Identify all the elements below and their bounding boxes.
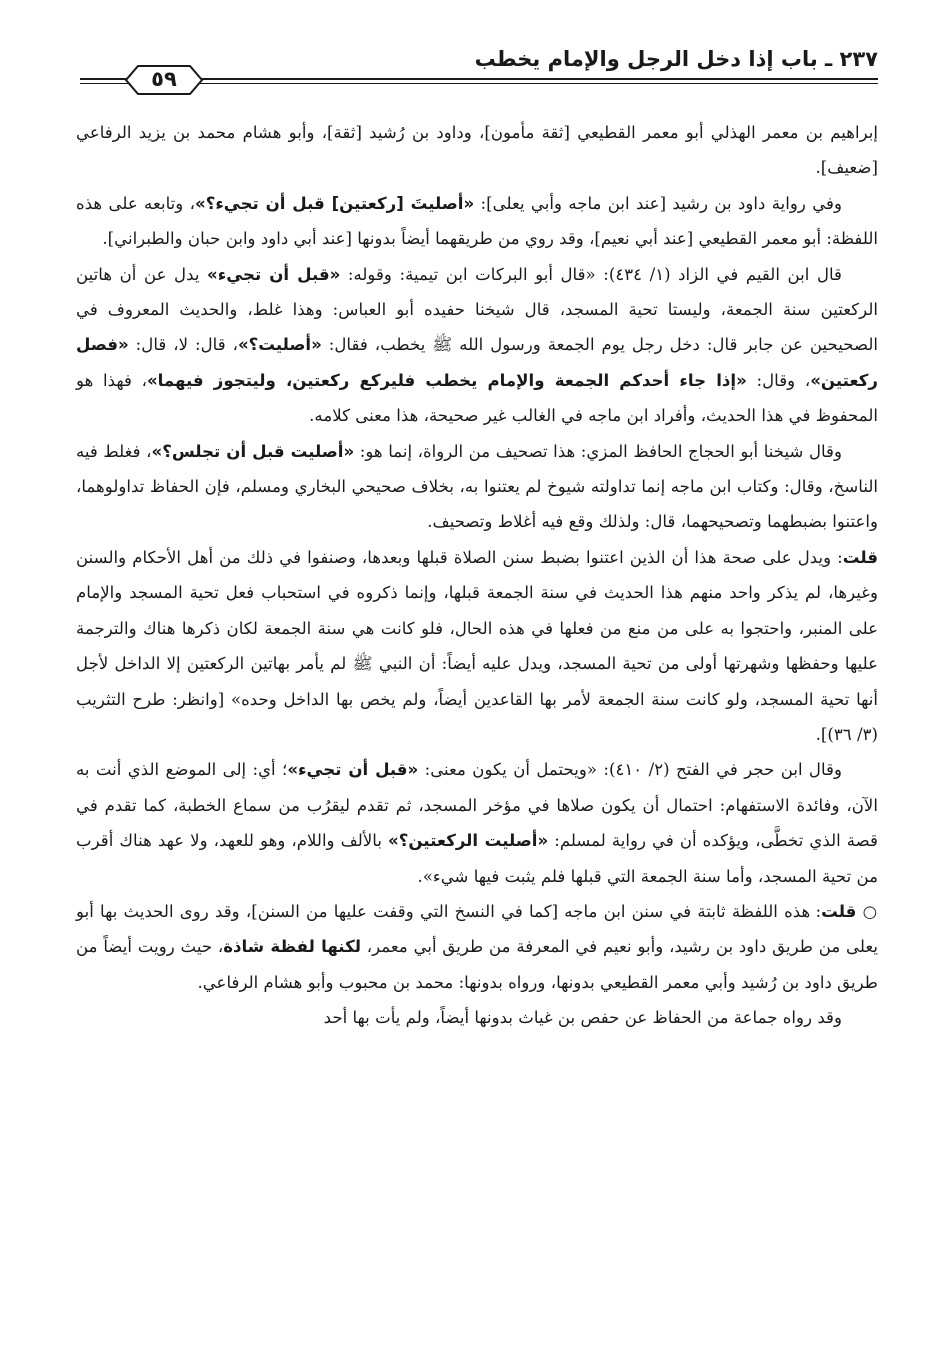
page-number-badge (116, 62, 212, 98)
emphasized-text: «أصليت؟» (237, 335, 322, 355)
text-run: ، قال: لا، قال: (128, 335, 238, 355)
text-run: : هذه اللفظة ثابتة في سنن ابن ماجه [كما في النسخ التي وقفت عليها من السنن]، وقد روى الحديث بها أبو يعلى من طريق داود بن رشيد، وأبو نعيم في المعرفة من طريق أبي معمر، (76, 901, 878, 957)
paragraph (76, 434, 878, 540)
paragraph (76, 257, 878, 434)
text-run: بالألف واللام، وهو للعهد، ولا عهد هناك أقرب من تحية المسجد، وأما سنة الجمعة التي قبلها فلم يثبت فيها شيء». (76, 831, 878, 886)
text-run: ؛ أي: إلى الموضع الذي أنت به الآن، وفائدة الاستفهام: احتمال أن يكون صلاها في مؤخر المسجد، ثم تقدم ليقرُب من سماع الخطبة، كما تقدم في قصة الذي تخطَّى، ويؤكده أن في رواية لمسلم: (76, 760, 878, 851)
emphasized-text: «إذا جاء أحدكم الجمعة والإمام يخطب فليركع ركعتين، وليتجوز فيهما» (146, 370, 747, 390)
text-run: ، فغلط فيه الناسخ، وقال: وكتاب ابن ماجه إنما تداولته شيوخ لم يعتنوا به، بخلاف صحيحي البخاري ومسلم، فإن الحفاظ تداولوهما، واعتنوا بضبطهما وتصحيحهما، قال: ولذلك وقع فيه أغلاط وتصحيف. (76, 441, 878, 532)
emphasized-text: قلت (842, 547, 878, 567)
emphasized-text: «قبل أن تجيء» (287, 760, 419, 780)
text-run: يدل عن أن هاتين الركعتين سنة الجمعة، وليستا تحية المسجد، قال شيخنا حفيده أبو العباس: وهذا غلط، والحديث المعروف في الصحيحين عن جابر قال: دخل رجل يوم الجمعة ورسول الله ﷺ يخطب، فقال: (76, 264, 879, 355)
emphasized-text: قلت (821, 901, 857, 921)
page-header (80, 44, 878, 102)
text-run: وقال شيخنا أبو الحجاج الحافظ المزي: هذا تصحيف من الرواة، إنما هو: (354, 441, 842, 461)
text-run: وفي رواية داود بن رشيد [عند ابن ماجه وأبي يعلى]: (474, 193, 842, 213)
text-run: : ويدل على صحة هذا أن الذين اعتنوا بضبط سنن الصلاة قبلها وبعدها، وصنفوا في ذلك من أهل الأحكام والسنن وغيرها، لم يذكر واحد منهم هذا الحديث في سنة الجمعة قبلها، وإنما ذكروه في استحباب فعل تحية المسجد والإمام على المنبر، واحتجوا به على من منع من فعلها في هذه الحال، فلو كانت هي سنة الجمعة لكان ذكرها هناك والترجمة عليها وحفظها وشهرتها أولى من تحية المسجد، ويدل عليه أيضاً: أن النبي ﷺ لم يأمر بهاتين الركعتين إلا الداخل لأجل أنها تحية المسجد، ولو كانت سنة الجمعة لأمر بها القاعدين أيضاً، ولم يخص بها الداخل وحده» [وانظر: طرح التثريب (٣/ ٣٦)]. (76, 547, 878, 744)
emphasized-text: «أصليت قبل أن تجلس؟» (151, 441, 355, 461)
page-number: ٥٩ (151, 67, 177, 91)
paragraph (76, 186, 878, 257)
text-run: ، حيث رويت أيضاً من طريق داود بن رُشيد وأبي معمر القطيعي بدونها، ورواه بدونها: محمد بن محبوب وأبو هشام الرفاعي. (76, 937, 878, 992)
paragraph (76, 115, 878, 186)
paragraph-bullet-icon: ○ (856, 901, 878, 921)
emphasized-text: «فصل ركعتين» (76, 335, 878, 390)
paragraph (76, 1000, 878, 1035)
paragraph (76, 752, 878, 894)
text-run: ، فهذا هو المحفوظ في هذا الحديث، وأفراد ابن ماجه في الغالب غير صحيحة، هذا معنى كلامه. (76, 370, 878, 426)
text-run: وقال ابن حجر في الفتح (٢/ ٤١٠): «ويحتمل أن يكون معنى: (418, 760, 842, 780)
body-text (76, 115, 878, 1036)
text-run: ، وقال: (746, 370, 811, 390)
emphasized-text: «قبل أن تجيء» (207, 264, 341, 284)
text-run: إبراهيم بن معمر الهذلي أبو معمر القطيعي [ثقة مأمون]، وداود بن رُشيد [ثقة]، وأبو هشام محمد بن يزيد الرفاعي [ضعيف]. (76, 123, 878, 178)
text-run: وقد رواه جماعة من الحفاظ عن حفص بن غياث بدونها أيضاً، ولم يأت بها أحد (323, 1008, 842, 1028)
text-run: قال ابن القيم في الزاد (١/ ٤٣٤): «قال أبو البركات ابن تيمية: وقوله: (340, 264, 842, 284)
text-run: ، وتابعه على هذه اللفظة: أبو معمر القطيعي [عند أبي نعيم]، وقد روي من طريقهما أيضاً بدونها [عند أبي داود وابن حبان والطبراني]. (76, 193, 878, 249)
emphasized-text: لكنها لفظة شاذة (223, 937, 361, 957)
paragraph (76, 894, 878, 1000)
emphasized-text: «أصليت الركعتين؟» (388, 831, 549, 851)
paragraph (76, 540, 878, 752)
chapter-running-title: ٢٣٧ ـ باب إذا دخل الرجل والإمام يخطب (474, 47, 878, 71)
emphasized-text: «أصليتَ [ركعتين] قبل أن تجيء؟» (194, 193, 475, 213)
